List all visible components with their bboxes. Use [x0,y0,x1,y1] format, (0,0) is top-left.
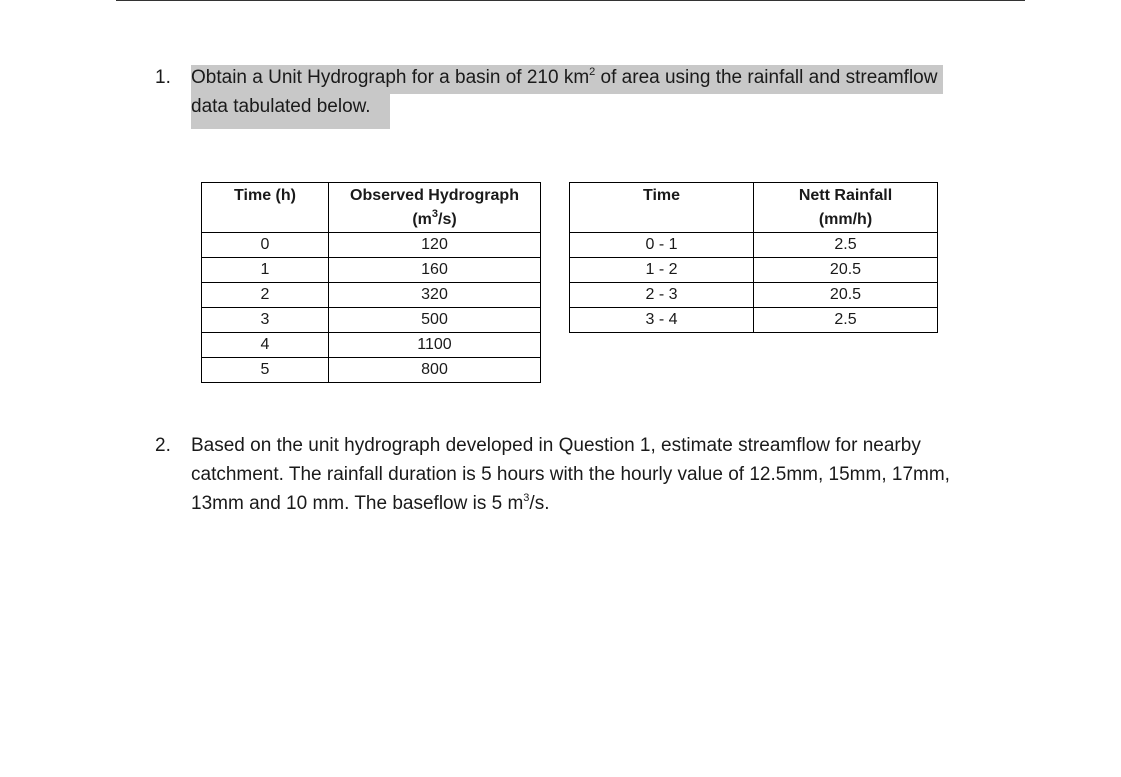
rainfall-header-nett-label: Nett Rainfall [798,187,893,204]
question-1-line-1-pre: Obtain a Unit Hydrograph for a basin of 210 km [191,67,590,88]
cell-flow: 120 [329,233,541,258]
table-row [202,358,541,383]
table-row [202,283,541,308]
cell-rainfall: 2.5 [754,308,938,333]
cell-time: 2 [202,283,329,308]
hydrograph-header-observed [329,183,541,233]
question-2-line-3-pre: 13mm and 10 mm. The baseflow is 5 m [191,493,524,514]
table-row [570,308,938,333]
cell-rainfall: 20.5 [754,258,938,283]
question-1-number: 1. [155,67,171,88]
question-1-line-2 [191,92,943,121]
rainfall-header-time: Time [570,183,754,233]
table-row [202,233,541,258]
cell-time: 5 [202,358,329,383]
table-row [202,308,541,333]
cell-time: 0 [202,233,329,258]
rainfall-table [569,182,938,333]
question-1-line-2-text: data tabulated below. [191,94,390,129]
cell-time-interval: 0 - 1 [570,233,754,258]
cell-time-interval: 3 - 4 [570,308,754,333]
hydrograph-header-observed-unit [412,207,457,228]
table-row [202,258,541,283]
cell-flow: 320 [329,283,541,308]
top-divider [116,0,1025,1]
hydrograph-header-time: Time (h) [202,183,329,233]
table-row [570,233,938,258]
question-2-line-3-post: /s. [529,493,550,514]
hydrograph-header-observed-label: Observed Hydrograph [350,187,519,204]
cell-flow: 1100 [329,333,541,358]
cell-rainfall: 2.5 [754,233,938,258]
cell-time: 4 [202,333,329,358]
rainfall-header-nett [754,183,938,233]
cell-time: 3 [202,308,329,333]
cell-flow: 800 [329,358,541,383]
hydrograph-table-header-row [202,183,541,233]
question-2-number: 2. [155,435,171,456]
cell-time-interval: 2 - 3 [570,283,754,308]
rainfall-header-nett-unit: (mm/h) [818,211,873,228]
question-2-line-3 [191,489,950,518]
question-1-text [191,63,943,121]
baseflow-unit-exponent: 3 [523,491,530,504]
unit-exponent: 3 [431,207,438,220]
unit-suffix: /s) [438,211,457,228]
cell-time-interval: 1 - 2 [570,258,754,283]
question-1-line-1 [191,63,943,92]
cell-flow: 500 [329,308,541,333]
cell-flow: 160 [329,258,541,283]
cell-rainfall: 20.5 [754,283,938,308]
question-2-text [191,431,950,518]
table-row [570,258,938,283]
unit-prefix: (m [412,211,432,228]
question-2-line-1: Based on the unit hydrograph developed in Question 1, estimate streamflow for nearby [191,435,921,456]
hydrograph-table [201,182,541,383]
cell-time: 1 [202,258,329,283]
table-row [570,283,938,308]
question-2-line-2: catchment. The rainfall duration is 5 hours with the hourly value of 12.5mm, 15mm, 17mm, [191,464,950,485]
question-1-line-1-post: of area using the rainfall and streamflow [595,67,938,88]
rainfall-table-header-row [570,183,938,233]
table-row [202,333,541,358]
question-1-area-exponent: 2 [589,65,596,78]
